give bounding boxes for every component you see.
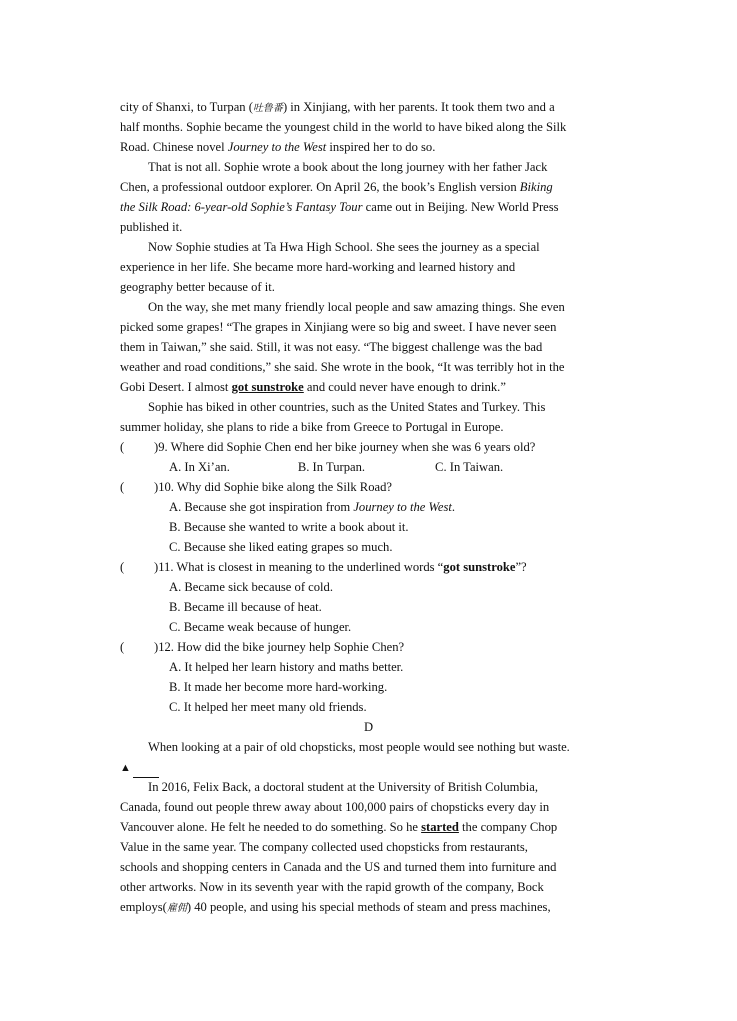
passage-line: schools and shopping centers in Canada and the US and turned them into furniture and	[120, 860, 557, 874]
passage-line: weather and road conditions,” she said. She wrote in the book, “It was terribly hot in the	[120, 360, 565, 374]
section-heading: D	[363, 720, 374, 734]
passage-line: half months. Sophie became the youngest child in the world to have biked along the Silk	[120, 120, 567, 134]
underlined-phrase: got sunstroke	[231, 380, 304, 394]
answer-blank[interactable]: (	[120, 480, 125, 494]
passage-line: When looking at a pair of old chopsticks, most people would see nothing but waste.	[148, 740, 570, 754]
option-a[interactable]: A. It helped her learn history and maths better.	[169, 660, 404, 674]
answer-blank[interactable]: (	[120, 440, 125, 454]
question-10: ( )10. Why did Sophie bike along the Silk Road?	[120, 477, 392, 497]
passage-line: summer holiday, she plans to ride a bike from Greece to Portugal in Europe.	[120, 420, 504, 434]
passage-line: Vancouver alone. He felt he needed to do something. So he started the company Chop	[120, 820, 558, 834]
passage-line: Chen, a professional outdoor explorer. On April 26, the book’s English version Biking	[120, 180, 553, 194]
option-a[interactable]: A. Became sick because of cold.	[169, 580, 334, 594]
option-a[interactable]: A. In Xi’an.	[169, 460, 230, 474]
passage-line: Canada, found out people threw away about 100,000 pairs of chopsticks every day in	[120, 800, 550, 814]
book-title: Journey to the West	[353, 500, 452, 514]
passage-line: employs(雇佣) 40 people, and using his special methods of steam and press machines,	[120, 900, 551, 914]
answer-blank[interactable]: (	[120, 640, 125, 654]
option-b[interactable]: B. It made her become more hard-working.	[169, 680, 388, 694]
chinese-annotation: 雇佣	[166, 903, 187, 914]
passage-line: other artworks. Now in its seventh year with the rapid growth of the company, Bock	[120, 880, 544, 894]
chinese-annotation: 吐鲁番	[252, 103, 283, 114]
underlined-word: started	[421, 820, 459, 834]
option-b[interactable]: B. In Turpan.	[297, 460, 366, 474]
option-b[interactable]: B. Because she wanted to write a book about it.	[169, 520, 409, 534]
passage-line: the Silk Road: 6-year-old Sophie’s Fantasy Tour came out in Beijing. New World Press	[120, 200, 559, 214]
option-c[interactable]: C. Because she liked eating grapes so much.	[169, 540, 393, 554]
passage-line: Value in the same year. The company collected used chopsticks from restaurants,	[120, 840, 528, 854]
option-b[interactable]: B. Became ill because of heat.	[169, 600, 322, 614]
passage-line: Road. Chinese novel Journey to the West inspired her to do so.	[120, 140, 436, 154]
question-9-options	[169, 457, 503, 477]
book-title: the Silk Road: 6-year-old Sophie’s Fantasy Tour	[120, 200, 363, 214]
passage-line: city of Shanxi, to Turpan (吐鲁番) in Xinjiang, with her parents. It took them two and a	[120, 100, 555, 114]
book-title: Biking	[519, 180, 553, 194]
book-title: Journey to the West	[227, 140, 327, 154]
option-a[interactable]: A. Because she got inspiration from Journey to the West.	[169, 500, 455, 514]
option-c[interactable]: C. In Taiwan.	[435, 460, 504, 474]
passage-line: On the way, she met many friendly local people and saw amazing things. She even	[148, 300, 565, 314]
question-9: ( )9. Where did Sophie Chen end her bike journey when she was 6 years old?	[120, 437, 535, 457]
passage-line: published it.	[120, 220, 183, 234]
passage-line: Sophie has biked in other countries, such as the United States and Turkey. This	[148, 400, 546, 414]
passage-line: That is not all. Sophie wrote a book about the long journey with her father Jack	[148, 160, 548, 174]
passage-line: geography better because of it.	[120, 280, 275, 294]
option-c[interactable]: C. It helped her meet many old friends.	[169, 700, 367, 714]
passage-line: them in Taiwan,” she said. Still, it was not easy. “The biggest challenge was the bad	[120, 340, 543, 354]
passage-line: picked some grapes! “The grapes in Xinjiang were so big and sweet. I have never seen	[120, 320, 557, 334]
answer-blank[interactable]: (	[120, 560, 125, 574]
passage-line: In 2016, Felix Back, a doctoral student at the University of British Columbia,	[148, 780, 538, 794]
question-11: ( )11. What is closest in meaning to the underlined words “got sunstroke”?	[120, 557, 527, 577]
option-c[interactable]: C. Became weak because of hunger.	[169, 620, 352, 634]
blank-marker[interactable]: ▲	[120, 757, 159, 778]
question-12: ( )12. How did the bike journey help Sophie Chen?	[120, 637, 404, 657]
passage-line: Now Sophie studies at Ta Hwa High School. She sees the journey as a special	[148, 240, 540, 254]
passage-line: Gobi Desert. I almost got sunstroke and could never have enough to drink.”	[120, 380, 506, 394]
passage-line: experience in her life. She became more hard-working and learned history and	[120, 260, 516, 274]
